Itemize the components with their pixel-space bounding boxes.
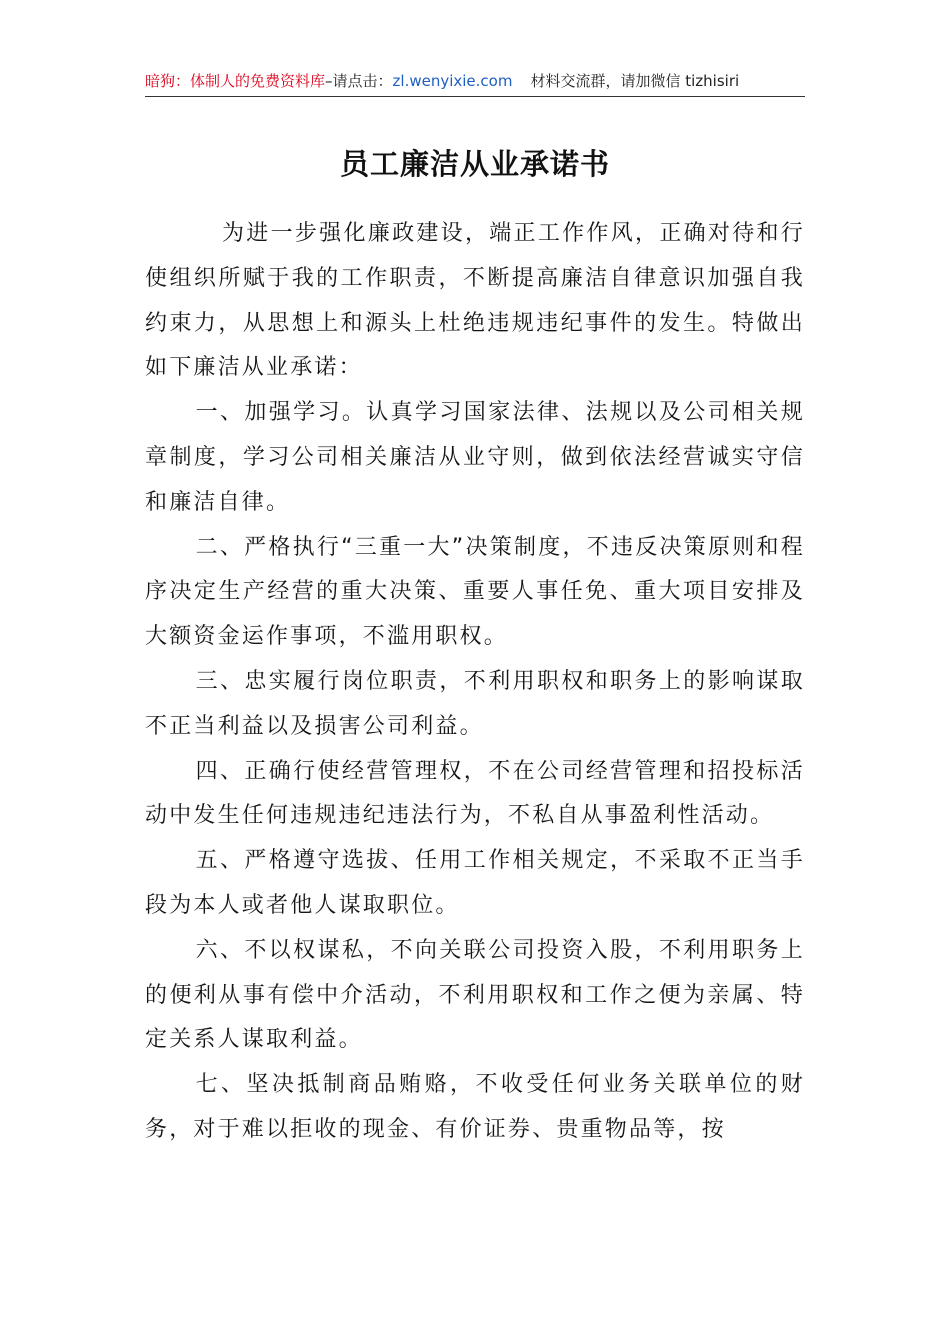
intro-paragraph: 为进一步强化廉政建设，端正工作作风，正确对待和行使组织所赋于我的工作职责，不断提高廉洁自律意识加强自我约束力，从思想上和源头上杜绝违规违纪事件的发生。特做出如下廉洁从业承诺： (145, 221, 805, 381)
document-title: 员工廉洁从业承诺书 (339, 147, 610, 182)
commitment-item-2: 二、严格执行“三重一大”决策制度，不违反决策原则和程序决定生产经营的重大决策、重要人事任免、重大项目安排及大额资金运作事项，不滥用职权。 (145, 534, 805, 650)
commitment-item-7: 七、坚决抵制商品贿赂，不收受任何业务关联单位的财务，对于难以拒收的现金、有价证券、贵重物品等，按 (145, 1072, 805, 1142)
header-group-info: 材料交流群，请加微信 tizhisiri (530, 72, 740, 90)
document-body (145, 212, 805, 1153)
commitment-item-3: 三、忠实履行岗位职责，不利用职权和职务上的影响谋取不正当利益以及损害公司利益。 (145, 668, 805, 739)
header-ad-label: 暗狗：体制人的免费资料库 (145, 72, 326, 90)
commitment-item-1: 一、加强学习。认真学习国家法律、法规以及公司相关规章制度，学习公司相关廉洁从业守则，做到依法经营诚实守信和廉洁自律。 (145, 400, 805, 515)
header-banner (145, 66, 805, 97)
header-click-prompt: –请点击： (325, 72, 393, 90)
commitment-item-6: 六、不以权谋私，不向关联公司投资入股，不利用职务上的便利从事有偿中介活动，不利用职权和工作之便为亲属、特定关系人谋取利益。 (145, 937, 805, 1053)
commitment-item-4: 四、正确行使经营管理权，不在公司经营管理和招投标活动中发生任何违规违纪违法行为，不私自从事盈利性活动。 (145, 758, 805, 829)
commitment-item-5: 五、严格遵守选拔、任用工作相关规定，不采取不正当手段为本人或者他人谋取职位。 (145, 848, 805, 918)
header-site-link[interactable]: zl.wenyixie.com (392, 72, 513, 90)
